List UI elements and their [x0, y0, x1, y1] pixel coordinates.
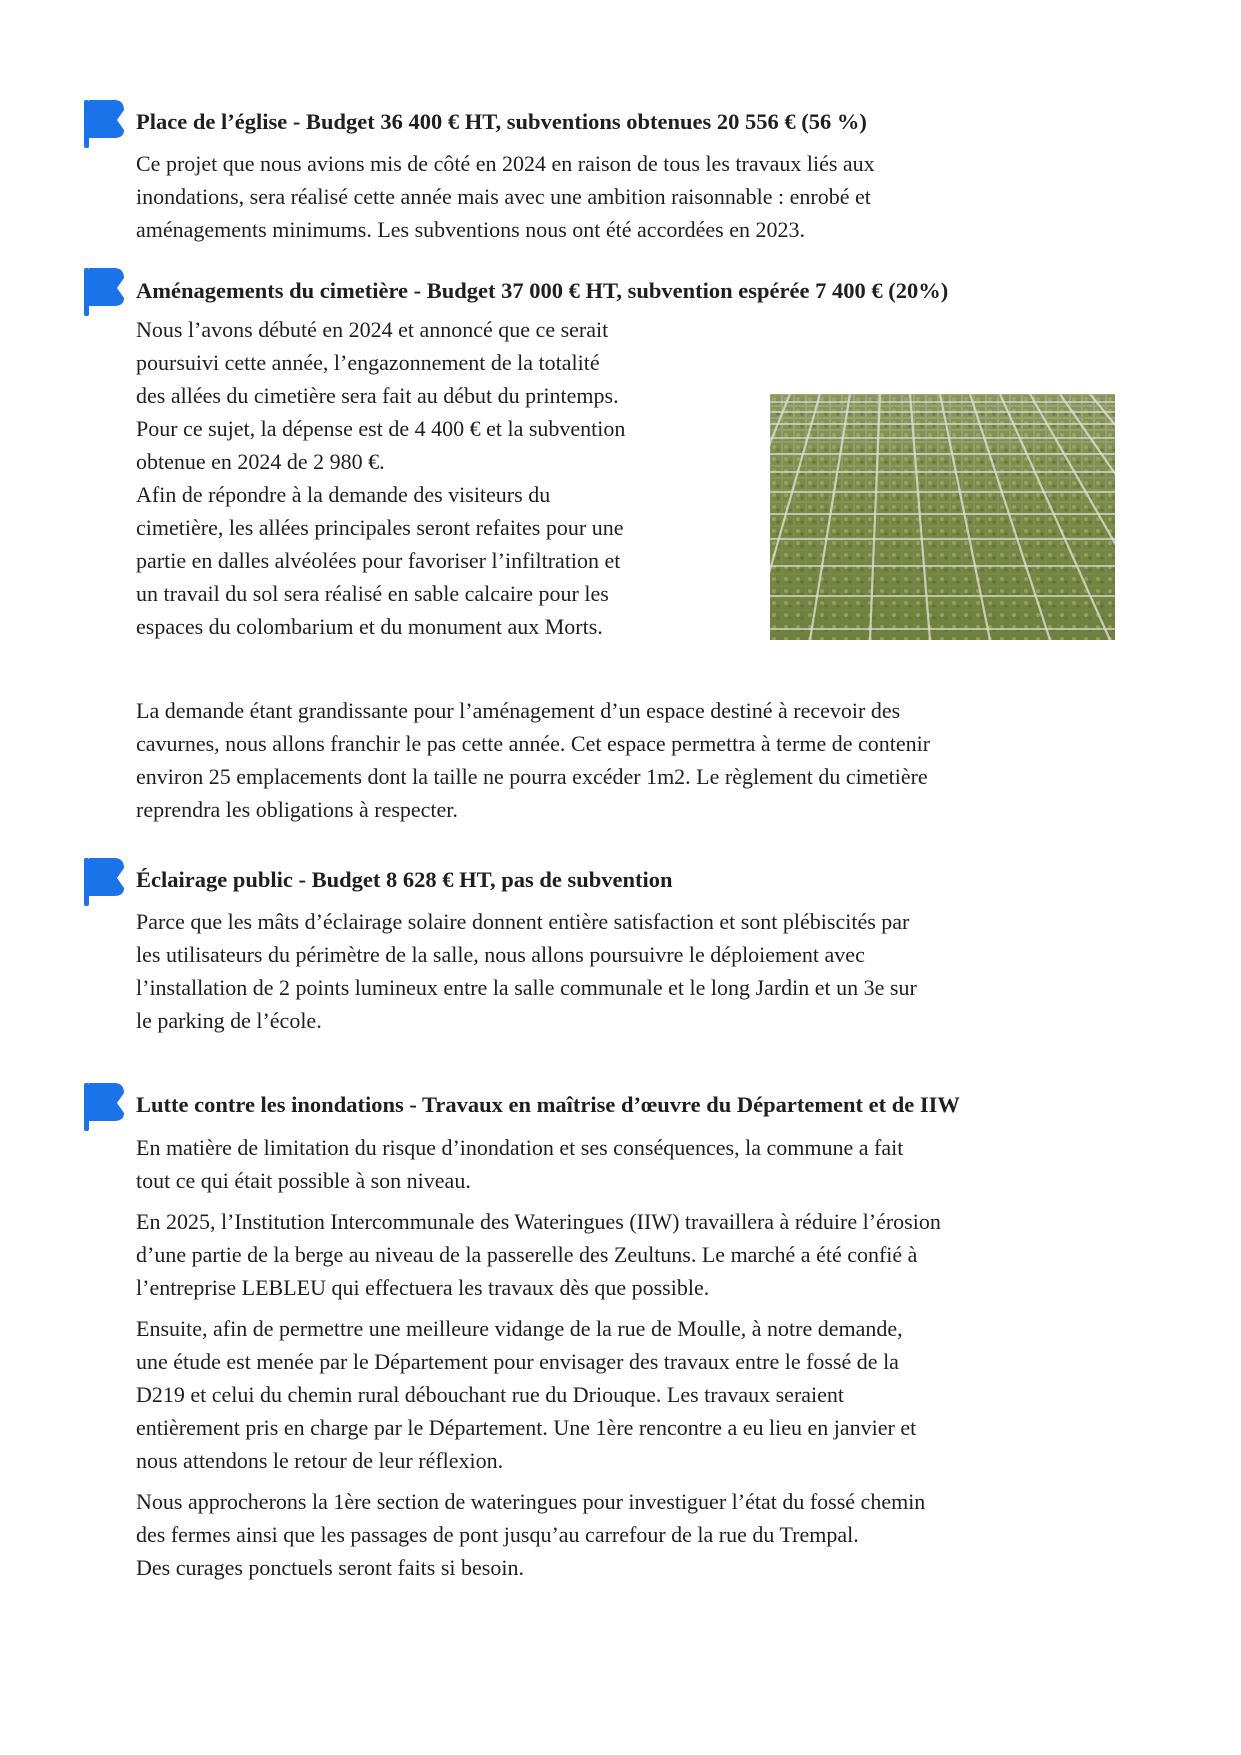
flag-icon — [84, 98, 124, 150]
flag-icon — [84, 1081, 124, 1133]
section-paragraph: Nous l’avons débuté en 2024 et annoncé que ce serait poursuivi cette année, l’engazonnement de la totalité des allées du cimetière sera fait au début du printemps. Pour ce sujet, la dépense est de 4 400 € et la subvention obtenue en 2024 de 2 980 €. Afin de répondre à la demande des visiteurs du cimetière, les allées principales seront refaites pour une partie en dalles alvéolées pour favoriser l’infiltration et un travail du sol sera réalisé en sable calcaire pour les espaces du colombarium et du monument aux Morts. — [136, 317, 626, 639]
flag-icon — [84, 856, 124, 908]
section-paragraph: Ensuite, afin de permettre une meilleure vidange de la rue de Moulle, à notre demande, une étude est menée par le Département pour envisager des travaux entre le fossé de la D219 et celui du chemin rural débouchant rue du Driouque. Les travaux seraient entièrement pris en charge par le Département. Une 1ère rencontre a eu lieu en janvier et nous attendons le retour de leur réflexion. — [136, 1316, 917, 1473]
section-title: Place de l’église - Budget 36 400 € HT, subventions obtenues 20 556 € (56 %) — [136, 109, 867, 134]
cemetery-grass-pavers-photo — [770, 394, 1115, 640]
section-title: Lutte contre les inondations - Travaux en maîtrise d’œuvre du Département et de IIW — [136, 1092, 960, 1117]
section-title: Aménagements du cimetière - Budget 37 000 € HT, subvention espérée 7 400 € (20%) — [136, 278, 949, 303]
section-paragraph: Nous approcherons la 1ère section de wateringues pour investiguer l’état du fossé chemin des fermes ainsi que les passages de pont jusqu’au carrefour de la rue du Trempal. Des curages ponctuels seront faits si besoin. — [136, 1489, 926, 1580]
section-title: Éclairage public - Budget 8 628 € HT, pas de subvention — [136, 867, 673, 892]
section-paragraph: En 2025, l’Institution Intercommunale des Wateringues (IIW) travaillera à réduire l’érosion d’une partie de la berge au niveau de la passerelle des Zeultuns. Le marché a été confié à l’entreprise LEBLEU qui effectuera les travaux dès que possible. — [136, 1209, 941, 1300]
section-paragraph: La demande étant grandissante pour l’aménagement d’un espace destiné à recevoir des cavurnes, nous allons franchir le pas cette année. Cet espace permettra à terme de contenir environ 25 emplacements dont la taille ne pourra excéder 1m2. Le règlement du cimetière reprendra les obligations à respecter. — [136, 698, 931, 822]
section-paragraph: Parce que les mâts d’éclairage solaire donnent entière satisfaction et sont plébiscités par les utilisateurs du périmètre de la salle, nous allons poursuivre le déploiement avec l’installation de 2 points lumineux entre la salle communale et le long Jardin et un 3e sur le parking de l’école. — [136, 909, 917, 1033]
section-paragraph: En matière de limitation du risque d’inondation et ses conséquences, la commune a fait tout ce qui était possible à son niveau. — [136, 1135, 904, 1193]
section-paragraph: Ce projet que nous avions mis de côté en 2024 en raison de tous les travaux liés aux inondations, sera réalisé cette année mais avec une ambition raisonnable : enrobé et aménagements minimums. Les subventions nous ont été accordées en 2023. — [136, 151, 875, 242]
flag-icon — [84, 266, 124, 318]
